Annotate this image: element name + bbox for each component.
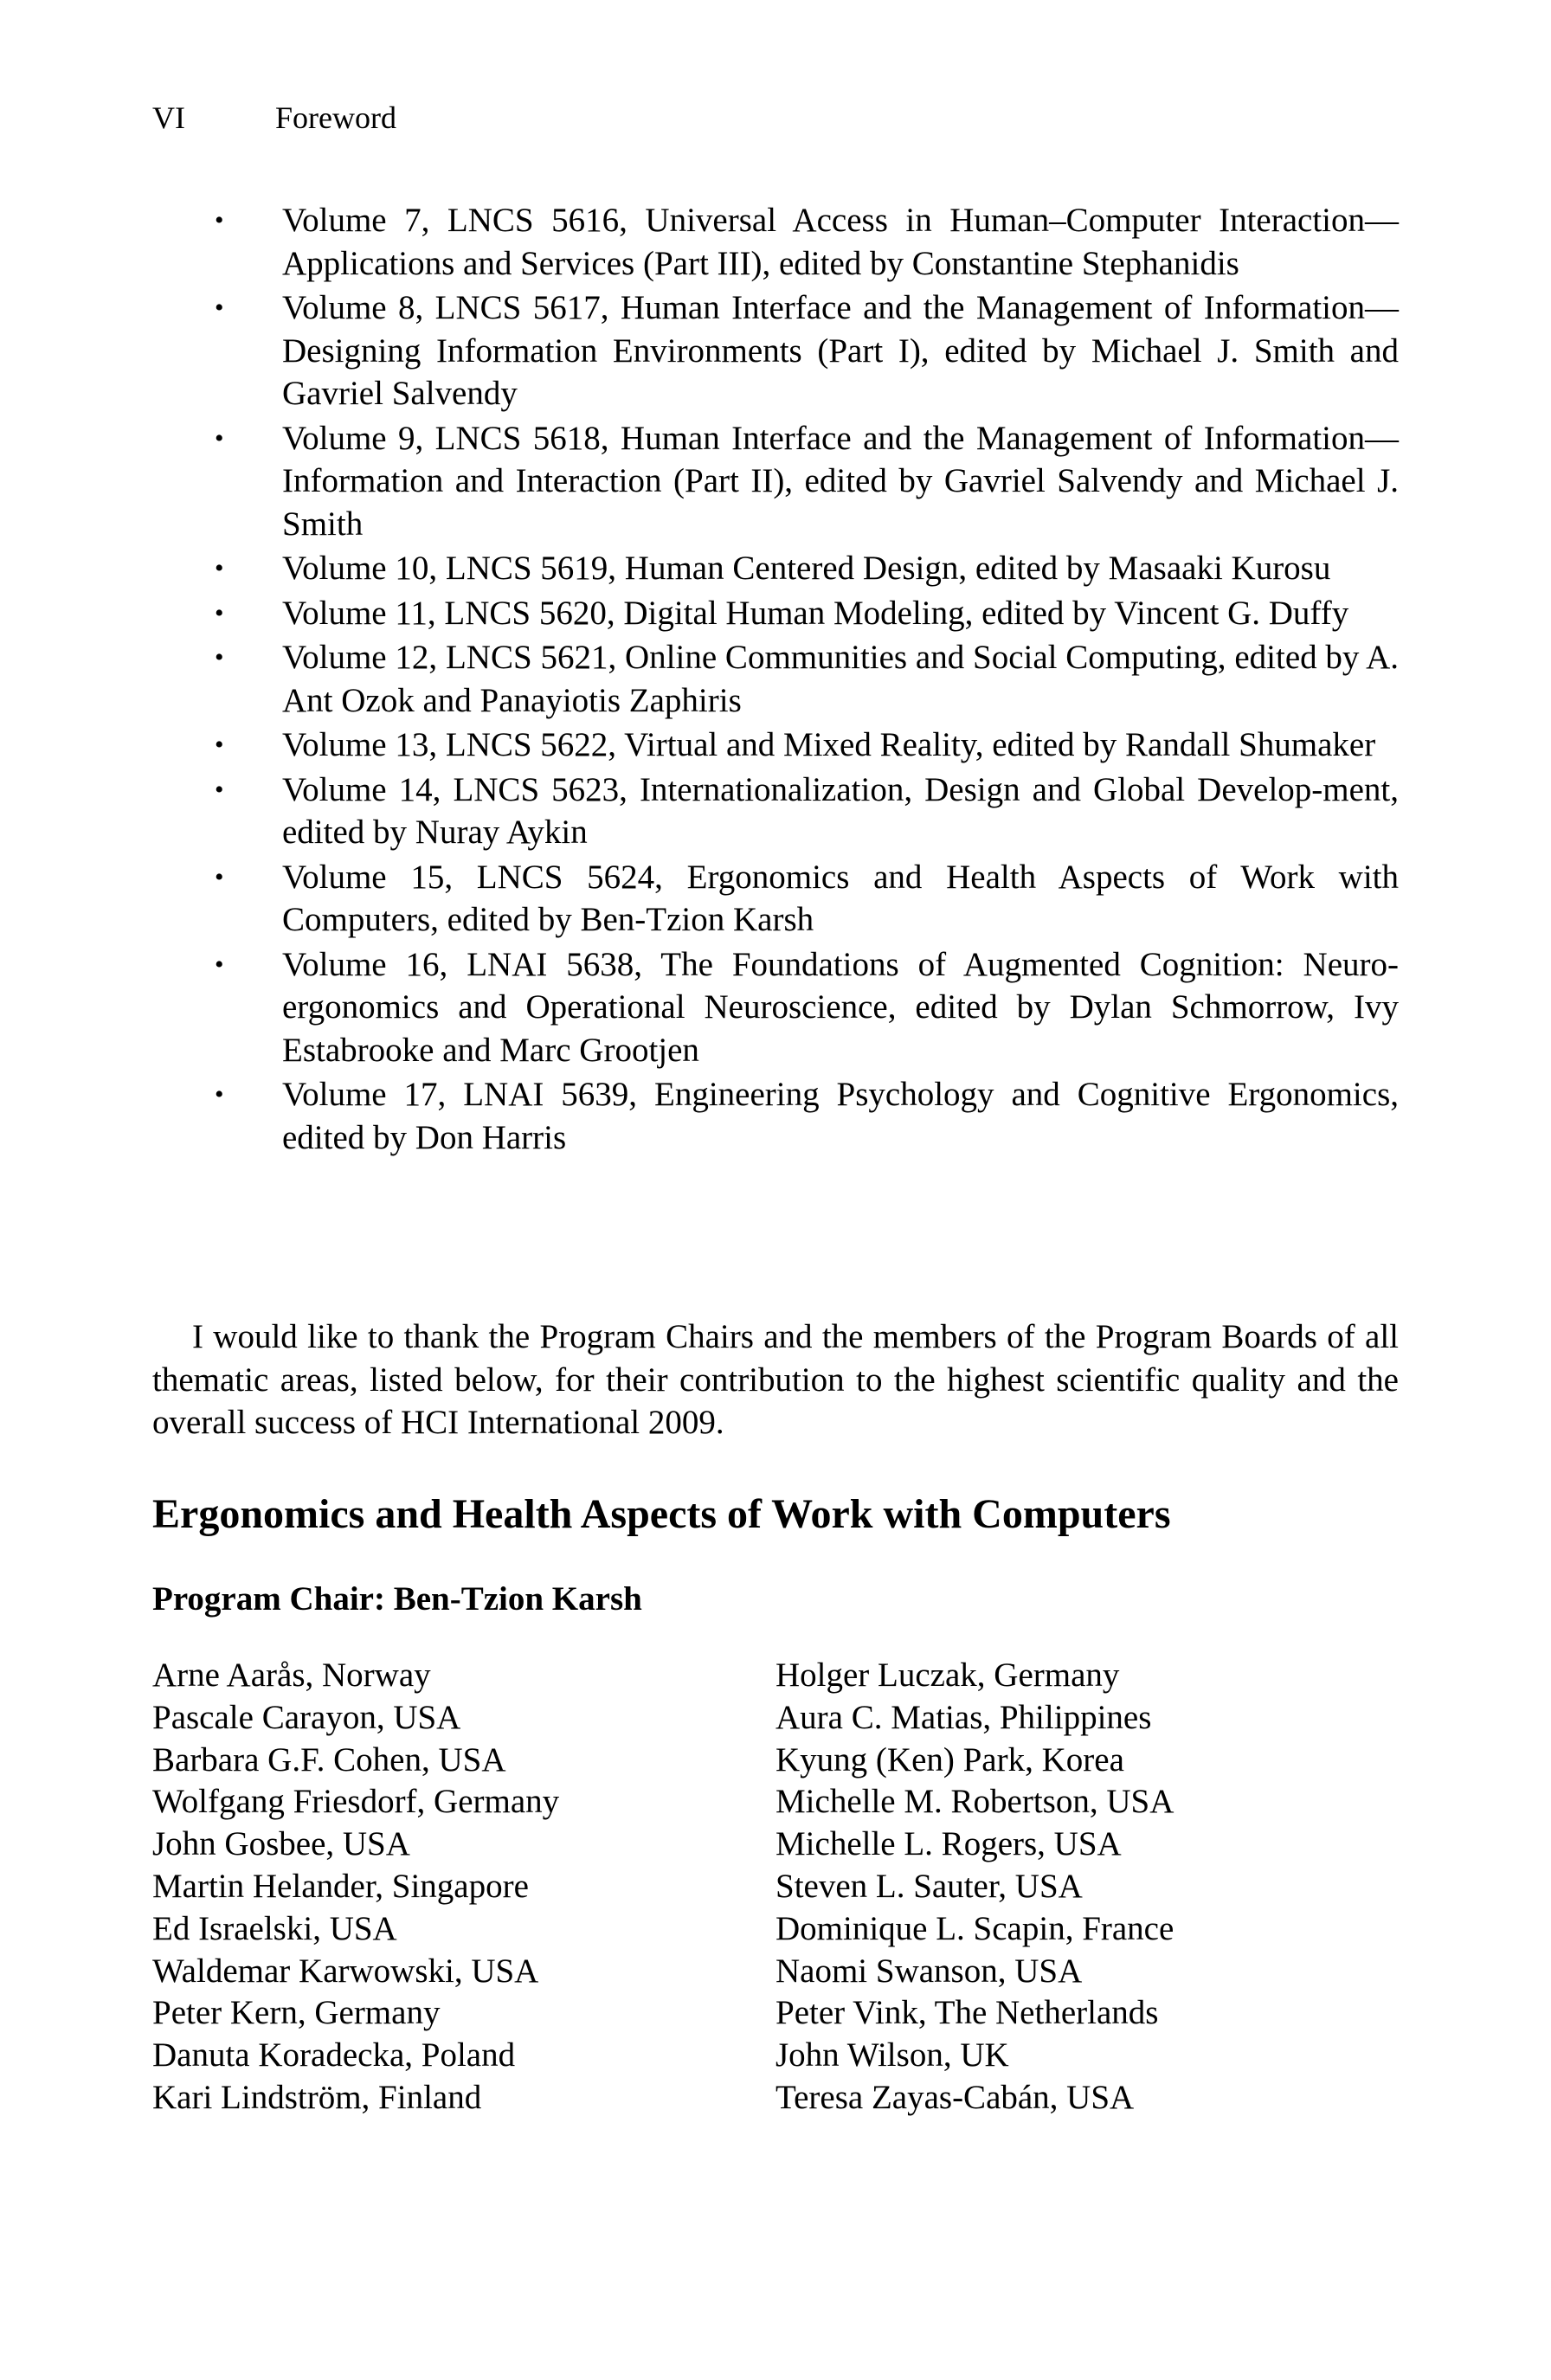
member-name: Martin Helander, Singapore bbox=[152, 1867, 529, 1905]
member-name: Wolfgang Friesdorf, Germany bbox=[152, 1783, 560, 1821]
bullet-icon: • bbox=[215, 1080, 224, 1109]
member-name: Aura C. Matias, Philippines bbox=[776, 1698, 1152, 1736]
list-item bbox=[152, 199, 1399, 285]
volume-entry: Volume 7, LNCS 5616, Universal Access in Human–Computer Interaction—Applications and Services (Part III), edited by Constantine Stephanidis bbox=[282, 202, 1399, 282]
bullet-icon: • bbox=[215, 730, 224, 759]
member-name: Dominique L. Scapin, France bbox=[776, 1909, 1175, 1947]
list-item bbox=[152, 1073, 1399, 1159]
running-head bbox=[152, 97, 396, 138]
member-name: Holger Luczak, Germany bbox=[776, 1656, 1120, 1694]
member-name: Ed Israelski, USA bbox=[152, 1909, 397, 1947]
member-name: Peter Kern, Germany bbox=[152, 1994, 441, 2032]
member-name: Danuta Koradecka, Poland bbox=[152, 2036, 516, 2074]
member-name: Arne Aarås, Norway bbox=[152, 1656, 431, 1694]
member-name: Steven L. Sauter, USA bbox=[776, 1867, 1083, 1905]
member-name: Michelle L. Rogers, USA bbox=[776, 1825, 1122, 1863]
bullet-icon: • bbox=[215, 862, 224, 891]
member-name: Kyung (Ken) Park, Korea bbox=[776, 1740, 1124, 1779]
volume-list bbox=[152, 199, 1399, 1161]
volume-entry: Volume 14, LNCS 5623, Internationalization, Design and Global Develop-ment, edited by Nuray Aykin bbox=[282, 770, 1399, 851]
thanks-paragraph: I would like to thank the Program Chairs and the members of the Program Boards of all thematic areas, listed below, for their contribution to the highest scientific quality and the overall success of HCI International 2009. bbox=[152, 1318, 1399, 1441]
bullet-icon: • bbox=[215, 206, 224, 235]
bullet-icon: • bbox=[215, 598, 224, 627]
volume-entry: Volume 9, LNCS 5618, Human Interface and the Management of Information—Information and Interaction (Part II), edited by Gavriel Salvendy and Michael J. Smith bbox=[282, 419, 1399, 543]
bullet-icon: • bbox=[215, 423, 224, 453]
list-item bbox=[152, 417, 1399, 546]
bullet-icon: • bbox=[215, 643, 224, 672]
list-item bbox=[152, 943, 1399, 1072]
volume-entry: Volume 15, LNCS 5624, Ergonomics and Health Aspects of Work with Computers, edited by Ben-Tzion Karsh bbox=[282, 858, 1399, 938]
bullet-icon: • bbox=[215, 293, 224, 322]
page-number: VI bbox=[152, 100, 185, 135]
list-item bbox=[152, 769, 1399, 854]
member-name: Naomi Swanson, USA bbox=[776, 1952, 1083, 1990]
volume-entry: Volume 12, LNCS 5621, Online Communities and Social Computing, edited by A. Ant Ozok and Panayiotis Zaphiris bbox=[282, 639, 1399, 719]
section-title: Ergonomics and Health Aspects of Work with Computers bbox=[152, 1491, 1171, 1537]
member-name: John Wilson, UK bbox=[776, 2036, 1009, 2074]
list-item bbox=[152, 724, 1399, 767]
member-name: Waldemar Karwowski, USA bbox=[152, 1952, 539, 1990]
member-name: Barbara G.F. Cohen, USA bbox=[152, 1740, 506, 1779]
member-name: Teresa Zayas-Cabán, USA bbox=[776, 2078, 1135, 2116]
volume-entry: Volume 16, LNAI 5638, The Foundations of Augmented Cognition: Neuro-ergonomics and Operational Neuroscience, edited by Dylan Schmorrow, Ivy Estabrooke and Marc Grootjen bbox=[282, 945, 1399, 1069]
bullet-icon: • bbox=[215, 949, 224, 979]
member-name: Pascale Carayon, USA bbox=[152, 1698, 461, 1736]
member-name: John Gosbee, USA bbox=[152, 1825, 410, 1863]
list-item bbox=[152, 547, 1399, 590]
volume-entry: Volume 10, LNCS 5619, Human Centered Design, edited by Masaaki Kurosu bbox=[282, 550, 1331, 587]
list-item bbox=[152, 286, 1399, 415]
program-chair: Program Chair: Ben-Tzion Karsh bbox=[152, 1580, 642, 1618]
volume-entry: Volume 11, LNCS 5620, Digital Human Modeling, edited by Vincent G. Duffy bbox=[282, 594, 1349, 632]
list-item bbox=[152, 856, 1399, 942]
volume-entry: Volume 17, LNAI 5639, Engineering Psychology and Cognitive Ergonomics, edited by Don Harris bbox=[282, 1076, 1399, 1156]
list-item bbox=[152, 592, 1399, 635]
member-name: Peter Vink, The Netherlands bbox=[776, 1994, 1159, 2032]
bullet-icon: • bbox=[215, 775, 224, 804]
board-members bbox=[152, 1655, 1399, 2119]
members-column-right bbox=[776, 1655, 1399, 2119]
members-column-left bbox=[152, 1655, 776, 2119]
volume-entry: Volume 13, LNCS 5622, Virtual and Mixed Reality, edited by Randall Shumaker bbox=[282, 726, 1376, 763]
list-item bbox=[152, 636, 1399, 722]
member-name: Michelle M. Robertson, USA bbox=[776, 1783, 1175, 1821]
bullet-icon: • bbox=[215, 554, 224, 582]
running-head-section: Foreword bbox=[275, 100, 396, 135]
member-name: Kari Lindström, Finland bbox=[152, 2078, 482, 2116]
volume-entry: Volume 8, LNCS 5617, Human Interface and the Management of Information—Designing Information Environments (Part I), edited by Michael J. Smith and Gavriel Salvendy bbox=[282, 289, 1399, 412]
